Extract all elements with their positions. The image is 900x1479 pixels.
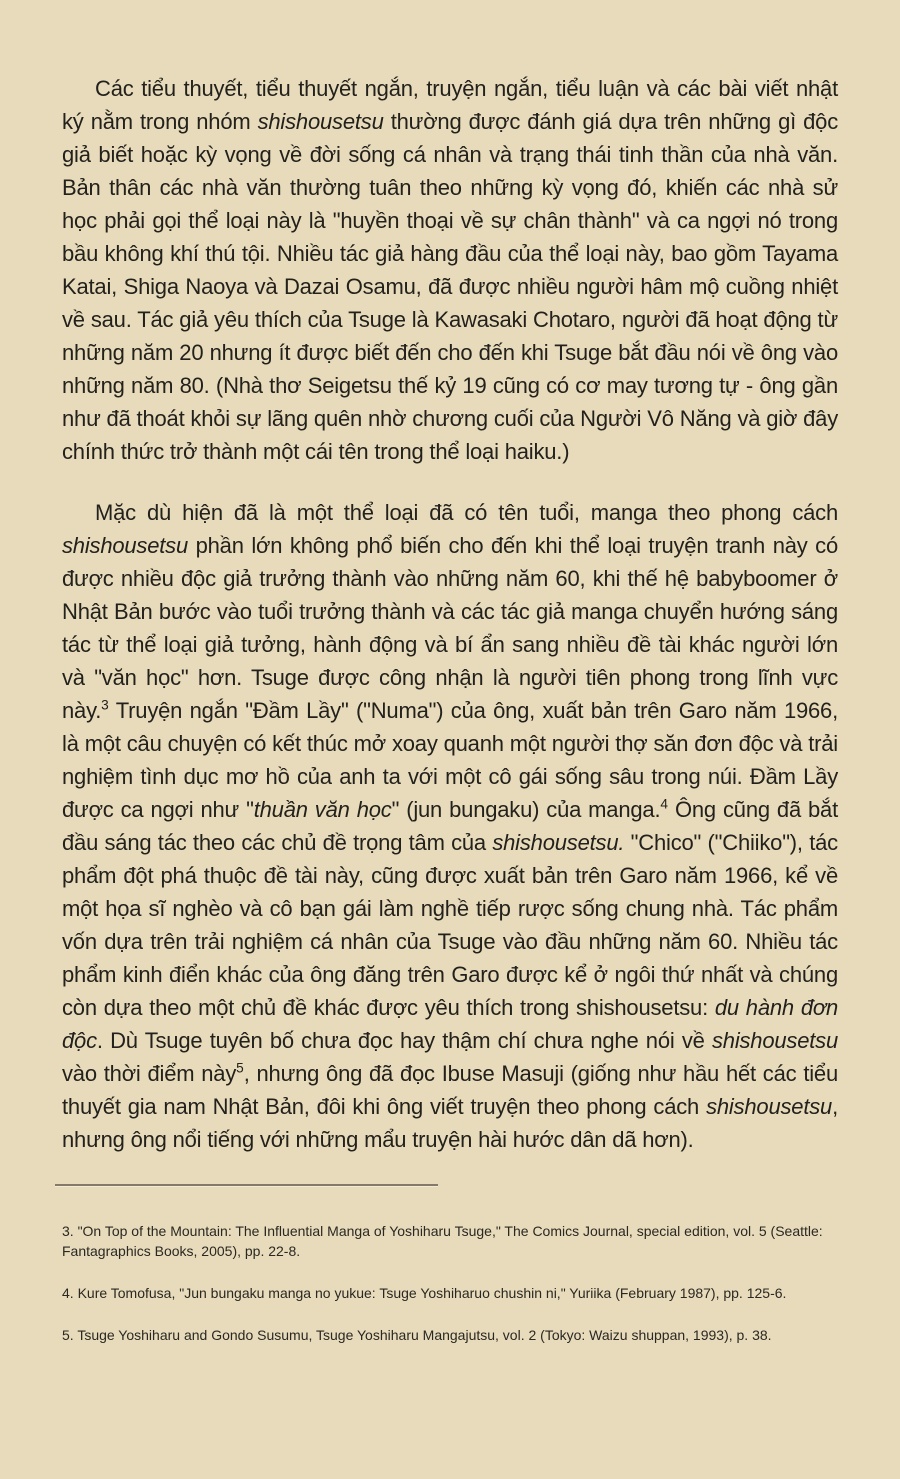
body-paragraph-1: Các tiểu thuyết, tiểu thuyết ngắn, truyện ngắn, tiểu luận và các bài viết nhật ký nằm trong nhóm shishousetsu thường được đánh giá dựa trên những gì độc giả biết hoặc kỳ vọng về đời sống cá nhân và trạng thái tinh thần của nhà văn. Bản thân các nhà văn thường tuân theo những kỳ vọng đó, khiến các nhà sử học phải gọi thể loại này là "huyền thoại về sự chân thành" và ca ngợi nó trong bầu không khí thú tội. Nhiều tác giả hàng đầu của thể loại này, bao gồm Tayama Katai, Shiga Naoya và Dazai Osamu, đã được nhiều người hâm mộ cuồng nhiệt về sau. Tác giả yêu thích của Tsuge là Kawasaki Chotaro, người đã hoạt động từ những năm 20 nhưng ít được biết đến cho đến khi Tsuge bắt đầu nói về ông vào những năm 80. (Nhà thơ Seigetsu thế kỷ 19 cũng có cơ may tương tự - ông gần như đã thoát khỏi sự lãng quên nhờ chương cuối của Người Vô Năng và giờ đây chính thức trở thành một cái tên trong thể loại haiku.) xyxy=(62,76,838,464)
footnote-4: 4. Kure Tomofusa, "Jun bungaku manga no yukue: Tsuge Yoshiharuo chushin ni," Yuriika (February 1987), pp. 125-6. xyxy=(62,1285,787,1301)
body-text xyxy=(62,72,838,1156)
footnote-5: 5. Tsuge Yoshiharu and Gondo Susumu, Tsuge Yoshiharu Mangajutsu, vol. 2 (Tokyo: Waizu shuppan, 1993), p. 38. xyxy=(62,1327,772,1343)
footnote-divider xyxy=(55,1184,438,1187)
body-paragraph-2: Mặc dù hiện đã là một thể loại đã có tên tuổi, manga theo phong cách shishousetsu phần lớn không phổ biến cho đến khi thể loại truyện tranh này có được nhiều độc giả trưởng thành vào những năm 60, khi thế hệ babyboomer ở Nhật Bản bước vào tuổi trưởng thành và các tác giả manga chuyển hướng sáng tác từ thể loại giả tưởng, hành động và bí ẩn sang nhiều đề tài khác người lớn và "văn học" hơn. Tsuge được công nhận là người tiên phong trong lĩnh vực này.$^3$ Truyện ngắn "Đầm Lầy" ("Numa") của ông, xuất bản trên Garo năm 1966, là một câu chuyện có kết thúc mở xoay quanh một người thợ săn đơn độc và trải nghiệm tình dục mơ hồ của anh ta với một cô gái sống sâu trong núi. Đầm Lầy được ca ngợi như "thuần văn học" (jun bungaku) của manga.$^4$ Ông cũng đã bắt đầu sáng tác theo các chủ đề trọng tâm của shishousetsu. "Chico" ("Chiiko"), tác phẩm đột phá thuộc đề tài này, cũng được xuất bản trên Garo năm 1966, kể về một họa sĩ nghèo và cô bạn gái làm nghề tiếp rược sống chung nhà. Tác phẩm vốn dựa trên trải nghiệm cá nhân của Tsuge vào đầu những năm 60. Nhiều tác phẩm kinh điển khác của ông đăng trên Garo được kể ở ngôi thứ nhất và chúng còn dựa theo một chủ đề khác được yêu thích trong shishousetsu: du hành đơn độc. Dù Tsuge tuyên bố chưa đọc hay thậm chí chưa nghe nói về shishousetsu vào thời điểm này$^5$, nhưng ông đã đọc Ibuse Masuji (giống như hầu hết các tiểu thuyết gia nam Nhật Bản, đôi khi ông viết truyện theo phong cách shishousetsu, nhưng ông nổi tiếng với những mẩu truyện hài hước dân dã hơn). xyxy=(62,500,838,1152)
footnotes-section xyxy=(62,1221,838,1345)
footnote-3: 3. "On Top of the Mountain: The Influential Manga of Yoshiharu Tsuge," The Comics Journal, special edition, vol. 5 (Seattle: Fantagraphics Books, 2005), pp. 22-8. xyxy=(62,1223,823,1259)
